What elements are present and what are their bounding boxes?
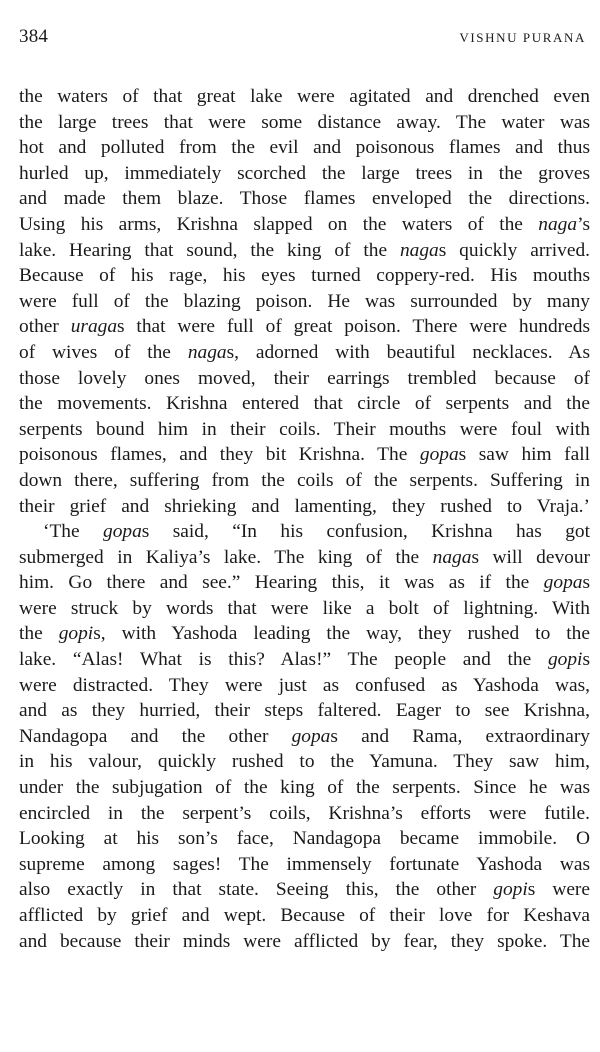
text-line bbox=[19, 903, 590, 929]
text-run: and as they hurried, their steps faltered. Eager to see Krishna, bbox=[19, 700, 590, 722]
running-head: VISHNU PURANA bbox=[459, 30, 586, 45]
text-run: other bbox=[19, 316, 71, 338]
body-text bbox=[19, 84, 590, 954]
text-run: the movements. Krishna entered that circle of serpents and the bbox=[19, 393, 590, 415]
italic-term: gopi bbox=[493, 879, 528, 901]
text-run: their grief and shrieking and lamenting, they rushed to Vraja.’ bbox=[19, 495, 590, 517]
text-line bbox=[19, 391, 590, 417]
text-run: submerged in Kaliya’s lake. The king of the bbox=[19, 546, 433, 568]
text-line bbox=[19, 135, 590, 161]
text-run: the bbox=[19, 623, 59, 645]
text-line bbox=[19, 340, 590, 366]
text-run: s that were full of great poison. There were hundreds bbox=[117, 316, 590, 338]
text-run: s, adorned with beautiful necklaces. As bbox=[226, 341, 590, 363]
text-run: s will devour bbox=[471, 546, 590, 568]
text-line bbox=[19, 442, 590, 468]
text-run: the waters of that great lake were agitated and drenched even bbox=[19, 86, 590, 107]
text-run: serpents bound him in their coils. Their mouths were foul with bbox=[19, 418, 590, 440]
italic-term: gopa bbox=[419, 444, 459, 466]
text-line bbox=[19, 110, 590, 136]
text-line bbox=[19, 698, 590, 724]
text-run: Nandagopa and the other bbox=[19, 725, 292, 747]
text-run: Because of his rage, his eyes turned coppery-red. His mouths bbox=[19, 265, 590, 287]
text-line bbox=[19, 621, 590, 647]
text-run: hurled up, immediately scorched the large trees in the groves bbox=[19, 162, 590, 184]
italic-term: naga bbox=[538, 213, 578, 235]
page-header bbox=[19, 26, 586, 50]
text-run: s bbox=[582, 572, 590, 594]
text-line bbox=[19, 314, 590, 340]
text-run: lake. Hearing that sound, the king of the bbox=[19, 239, 400, 261]
text-line bbox=[19, 519, 590, 545]
italic-term: gopa bbox=[103, 521, 142, 543]
text-run: ’s bbox=[577, 213, 590, 235]
text-run: s and Rama, extraordinary bbox=[330, 725, 591, 747]
text-line bbox=[19, 647, 590, 673]
text-line bbox=[19, 673, 590, 699]
text-line bbox=[19, 826, 590, 852]
text-line bbox=[19, 366, 590, 392]
text-run: poisonous flames, and they bit Krishna. The bbox=[19, 444, 420, 466]
text-run: of wives of the bbox=[19, 341, 188, 363]
text-line bbox=[19, 186, 590, 212]
text-run: the large trees that were some distance away. The water was bbox=[19, 111, 590, 133]
text-line bbox=[19, 596, 590, 622]
text-run: him. Go there and see.” Hearing this, it was as if the bbox=[19, 572, 544, 594]
text-run: those lovely ones moved, their earrings trembled because of bbox=[19, 367, 590, 389]
text-run: under the subjugation of the king of the serpents. Since he was bbox=[19, 777, 590, 799]
text-line bbox=[19, 417, 590, 443]
text-line bbox=[19, 929, 590, 955]
text-run: lake. “Alas! What is this? Alas!” The people and the bbox=[19, 649, 548, 671]
text-line bbox=[19, 212, 590, 238]
text-run: Using his arms, Krishna slapped on the waters of the bbox=[19, 213, 539, 235]
italic-term: gopi bbox=[547, 649, 583, 671]
text-line bbox=[19, 749, 590, 775]
italic-term: naga bbox=[399, 239, 439, 261]
text-run: were distracted. They were just as confused as Yashoda was, bbox=[19, 674, 590, 696]
italic-term: naga bbox=[187, 341, 227, 363]
text-run: ‘The bbox=[43, 521, 104, 543]
text-run: encircled in the serpent’s coils, Krishna’s efforts were futile. bbox=[19, 802, 590, 824]
text-run: supreme among sages! The immensely fortunate Yashoda was bbox=[19, 853, 590, 875]
text-run: afflicted by grief and wept. Because of their love for Keshava bbox=[19, 905, 590, 926]
text-run: s quickly arrived. bbox=[438, 239, 590, 261]
text-run: s said, “In his confusion, Krishna has got bbox=[141, 521, 590, 543]
italic-term: uraga bbox=[70, 316, 118, 338]
text-line bbox=[19, 775, 590, 801]
italic-term: gopa bbox=[543, 572, 583, 594]
text-run: and made them blaze. Those flames enveloped the directions. bbox=[19, 188, 590, 210]
text-line bbox=[19, 494, 590, 520]
text-line bbox=[19, 852, 590, 878]
text-line bbox=[19, 801, 590, 827]
text-run: s were bbox=[527, 879, 590, 901]
text-line bbox=[19, 238, 590, 264]
text-run: were struck by words that were like a bolt of lightning. With bbox=[19, 597, 590, 619]
italic-term: gopi bbox=[58, 623, 94, 645]
text-run: Looking at his son’s face, Nandagopa became immobile. O bbox=[19, 828, 590, 850]
text-run: down there, suffering from the coils of the serpents. Suffering in bbox=[19, 469, 590, 491]
italic-term: gopa bbox=[291, 725, 331, 747]
text-run: were full of the blazing poison. He was surrounded by many bbox=[19, 290, 590, 312]
text-line bbox=[19, 545, 590, 571]
page-number: 384 bbox=[19, 26, 49, 47]
text-line bbox=[19, 161, 590, 187]
text-line bbox=[19, 289, 590, 315]
text-run: and because their minds were afflicted by fear, they spoke. The bbox=[19, 930, 590, 952]
text-line bbox=[19, 468, 590, 494]
text-run: s, with Yashoda leading the way, they rushed to the bbox=[93, 623, 590, 645]
text-run: s saw him fall bbox=[458, 444, 590, 466]
italic-term: naga bbox=[432, 546, 472, 568]
text-line bbox=[19, 724, 590, 750]
text-run: in his valour, quickly rushed to the Yamuna. They saw him, bbox=[19, 751, 590, 773]
text-line bbox=[19, 84, 590, 110]
text-line bbox=[19, 877, 590, 903]
text-run: s bbox=[582, 649, 590, 671]
text-run: also exactly in that state. Seeing this, the other bbox=[19, 879, 494, 901]
text-line bbox=[19, 570, 590, 596]
text-line bbox=[19, 263, 590, 289]
text-run: hot and polluted from the evil and poisonous flames and thus bbox=[19, 137, 590, 159]
